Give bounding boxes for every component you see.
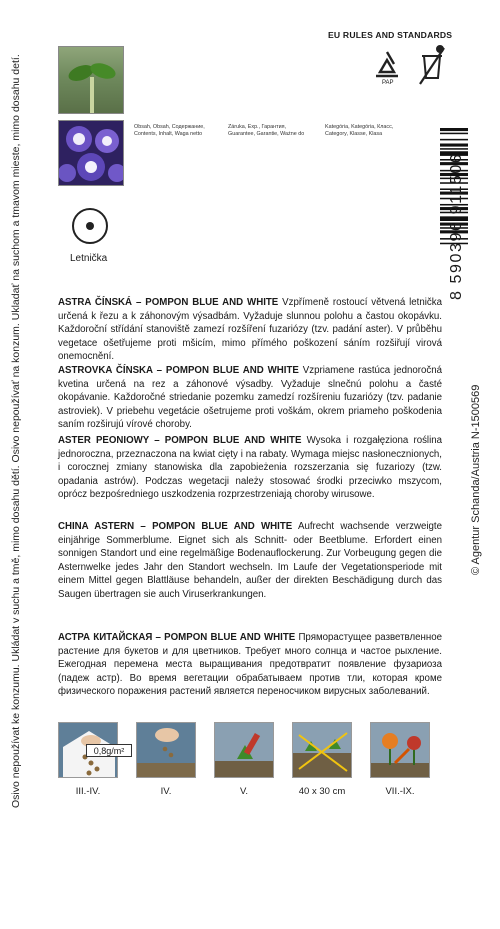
- step-3-label: V.: [239, 786, 249, 797]
- sowing-quantity: 0,8g/m²: [86, 744, 132, 757]
- step-direct-sowing-icon: [136, 722, 196, 778]
- annual-symbol-icon: [72, 208, 108, 244]
- storage-warning-text: Osivo nepoužívat ke konzumu. Ukládat v suchu a tmě, mimo dosahu dětí. Osivo nepoužívať na konzum. Ukladať na suchom a tmavom mieste, mimo dosahu detí.: [10, 54, 22, 808]
- step-2-label: IV.: [160, 786, 172, 797]
- description-sk: ASTROVKA ČÍNSKA – POMPON BLUE AND WHITE Vzpriamene rastúca jednoročná kvetina určená na rez a záhonové výsadby. Vyžaduje slnečnú polohu a časté okopávanie. Každoročné striedanie pozemku zamedzí rozšíreniu fuzariózy (tzv. padanie astroviek). V priebehu vegetácie ošetrujeme proti voškám, okrem priameho poškodenia saním rozširujú vírové choroby.: [58, 365, 442, 431]
- barcode-bar: [440, 139, 468, 141]
- eu-rules-title: EU RULES AND STANDARDS: [328, 30, 453, 40]
- barcode-bar: [440, 128, 468, 131]
- copyright-text: © Agentur Schanda/Austria N-1500569: [470, 384, 482, 575]
- pap-label: PAP: [382, 80, 394, 86]
- step-1-label: III.-IV.: [75, 786, 101, 797]
- description-de: CHINA ASTERN – POMPON BLUE AND WHITE Aufrecht wachsende verzweigte einjährige Sommerblume. Eignet sich als Schnitt- oder Beetblume. Erfordert einen sonnigen Standort und eine regelmäßige Bodenauflockerung. Zur Vorbeugung gegen die Asternwelke jedes Jahr den Standort wechseln. Im Laufe der Vegetationsperiode mit einem Mittel gegen Blattläuse behandeln, außer der direkten Beschädigung durch das Saugen übertragen sie auch Viruserkrankungen.: [58, 521, 443, 600]
- lifecycle-label: Letnička: [70, 253, 108, 264]
- step-4-label: 40 x 30 cm: [298, 786, 346, 797]
- step-harvest-icon: [370, 722, 430, 778]
- description-pl: ASTER PEONIOWY – POMPON BLUE AND WHITE Wysoka i rozgałęziona roślina jednoroczna, przeznaczona na kwiat cięty i na rabaty. Wymaga miejsc nasłonecznionych, i corocznej zmiany stanowiska dla zapobieżenia rozszerzania się fuzariozy (tzw. opadania astrów). Podczas wegetacji należy stosować środki przeciwko mszycom, oprócz bezpośredniego uszkodzenia rozprzestrzeniają choroby wirusowe.: [58, 435, 442, 501]
- step-transplant-icon: [214, 722, 274, 778]
- barcode-bar: [440, 144, 468, 147]
- description-cz: ASTRA ČÍNSKÁ – POMPON BLUE AND WHITE Vzpřímeně rostoucí větvená letnička určená k řezu a k záhonovým výsadbám. Vyžaduje slunnou polohu a častou okopávku. Každoroční střídání stanoviště zamezí rozšíření fuzariózy (tzv. padání aster). V průběhu vegetace ošetřujeme proti mšicím, mimo přímého poškození sáním rozšiřují virová onemocnění.: [58, 297, 442, 363]
- barcode-bar: [440, 133, 468, 135]
- barcode-number: 8 590396 911506: [448, 152, 465, 300]
- description-ru: АСТРА КИТАЙСКАЯ – POMPON BLUE AND WHITE Пряморастущее разветвленное растение для букетов и для цветников. Требует много солнца и частое рыхление. Ежегодная перемена места выращивания предотвратит появление фузариоза (падеж астр). Во время вегетации обрабатываем против тли, которая кроме физического поражения растений является переносчиком вирусных заболеваний.: [58, 632, 442, 698]
- expiry-label: Záruka, Exp., Гарантия, Guarantee, Garantie, Ważne do: [228, 124, 305, 137]
- cultivation-steps: [58, 722, 444, 818]
- category-label: Kategória, Kategória, Класс, Category, Klasse, Klasa: [325, 124, 394, 137]
- step-5-label: VII.-IX.: [385, 786, 415, 797]
- contents-label: Obsah, Obsah, Содержание, Contents, Inhalt, Waga netto: [134, 124, 205, 137]
- flower-photo: [58, 120, 124, 186]
- step-spacing-icon: [292, 722, 352, 778]
- seedling-photo: [58, 46, 124, 114]
- barcode-bar: [440, 148, 468, 150]
